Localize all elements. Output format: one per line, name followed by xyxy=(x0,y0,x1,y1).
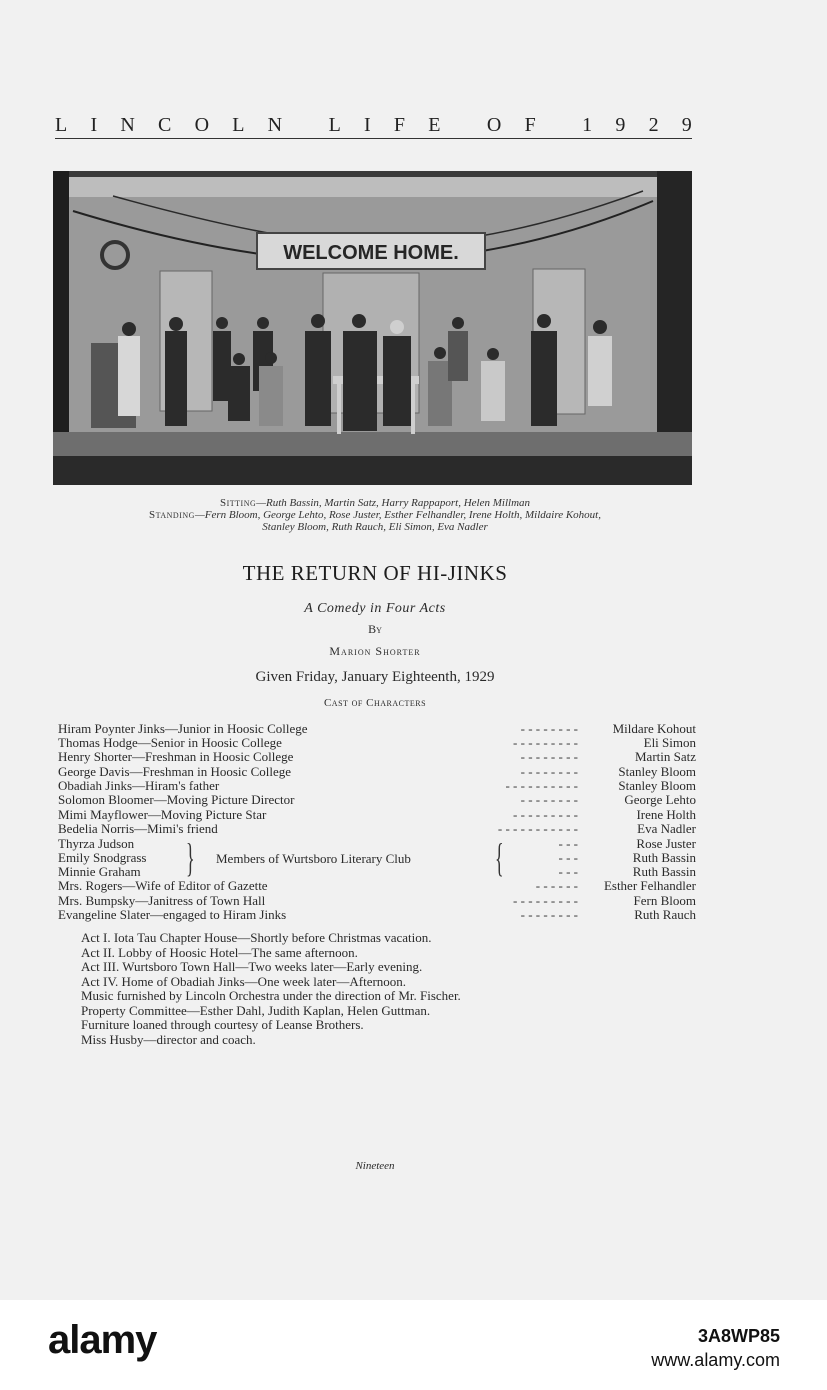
leader-dashes: - - - - - - - - xyxy=(520,749,578,764)
cast-row xyxy=(58,722,696,736)
running-head-letter: I xyxy=(90,114,98,136)
cast-role: Obadiah Jinks—Hiram's father xyxy=(58,778,220,793)
cast-role: Minnie Graham xyxy=(58,864,141,879)
cast-actor: George Lehto xyxy=(624,792,696,807)
cast-photograph xyxy=(53,171,692,485)
cast-row xyxy=(58,779,696,793)
running-head-letter: 1 xyxy=(582,114,593,136)
cast-role: Thomas Hodge—Senior in Hoosic College xyxy=(58,735,282,750)
caption-standing-line-2: Stanley Bloom, Ruth Rauch, Eli Simon, Eva Nadler xyxy=(262,521,488,533)
cast-role: Thyrza Judson xyxy=(58,836,135,851)
cast-role: Solomon Bloomer—Moving Picture Director xyxy=(58,792,295,807)
club-label: Members of Wurtsboro Literary Club xyxy=(216,851,411,866)
cast-role: Henry Shorter—Freshman in Hoosic College xyxy=(58,749,294,764)
running-head-letter: 9 xyxy=(615,114,626,136)
cast-heading: Cast of Characters xyxy=(323,697,427,709)
cast-actor: Eva Nadler xyxy=(637,821,696,836)
leader-dashes: - - - - - - - - - xyxy=(513,807,578,822)
running-head-letter: E xyxy=(428,114,441,136)
act-one-note: Act I. Iota Tau Chapter House—Shortly before Christmas vacation. xyxy=(81,930,432,945)
furniture-note: Furniture loaned through courtesy of Leanse Brothers. xyxy=(81,1017,364,1032)
play-subtitle: A Comedy in Four Acts xyxy=(304,601,446,616)
byline-by: By xyxy=(368,622,382,636)
act-three-note: Act III. Wurtsboro Town Hall—Two weeks later—Early evening. xyxy=(81,959,423,974)
running-head-letter: L xyxy=(232,114,245,136)
cast-actor: Mildare Kohout xyxy=(612,721,696,736)
running-head-letter: L xyxy=(55,114,68,136)
cast-role: Mimi Mayflower—Moving Picture Star xyxy=(58,807,267,822)
cast-role: Bedelia Norris—Mimi's friend xyxy=(58,821,218,836)
leader-dashes: - - - - - - - - xyxy=(520,721,578,736)
cast-actor: Rose Juster xyxy=(636,836,696,851)
play-title: THE RETURN OF HI-JINKS xyxy=(242,561,508,585)
play-author: Marion Shorter xyxy=(329,644,421,658)
cast-role: Hiram Poynter Jinks—Junior in Hoosic College xyxy=(58,721,308,736)
leader-dashes: - - - - - - - - - - - xyxy=(497,821,578,836)
cast-row xyxy=(58,837,696,851)
image-id: 3A8WP85 xyxy=(697,1326,780,1346)
caption-standing-line xyxy=(55,509,695,521)
caption-sitting-names: —Ruth Bassin, Martin Satz, Harry Rappaport, Helen Millman xyxy=(256,497,531,509)
stage-photo-illustration xyxy=(53,171,692,485)
cast-actor: Ruth Bassin xyxy=(632,864,696,879)
alamy-logo: alamy xyxy=(48,1318,157,1362)
cast-row xyxy=(58,765,696,779)
act-four-note: Act IV. Home of Obadiah Jinks—One week later—Afternoon. xyxy=(81,973,407,989)
leader-dashes: - - - - - - - - xyxy=(520,764,578,779)
running-head-letter: F xyxy=(393,114,406,136)
page-folio: Nineteen xyxy=(355,1160,395,1172)
cast-row xyxy=(58,908,696,922)
right-brace-icon: } xyxy=(186,835,195,880)
cast-actor: Ruth Bassin xyxy=(632,850,696,865)
cast-row xyxy=(58,894,696,908)
cast-role: Mrs. Bumpsky—Janitress of Town Hall xyxy=(58,893,266,908)
running-head-rule xyxy=(55,138,692,139)
cast-role: Emily Snodgrass xyxy=(58,850,147,865)
running-head-letter: N xyxy=(267,114,283,136)
leader-dashes: - - - - - - - - xyxy=(520,792,578,807)
leader-dashes: - - - - - - - - - xyxy=(513,893,578,908)
cast-row xyxy=(58,736,696,750)
cast-actor: Esther Felhandler xyxy=(603,878,696,893)
cast-role: Mrs. Rogers—Wife of Editor of Gazette xyxy=(58,878,268,893)
cast-row xyxy=(58,822,696,836)
cast-actor: Irene Holth xyxy=(636,807,696,822)
watermark-url: www.alamy.com xyxy=(651,1350,780,1370)
cast-actor: Fern Bloom xyxy=(633,893,696,908)
cast-row xyxy=(58,879,696,893)
performance-date: Given Friday, January Eighteenth, 1929 xyxy=(255,669,495,685)
running-head-letter: 9 xyxy=(681,114,692,136)
running-head-letter: O xyxy=(486,114,502,136)
leader-dashes: - - - - - - - - - - xyxy=(505,778,578,793)
running-head-letter: I xyxy=(364,114,371,136)
leader-dashes: - - - xyxy=(558,836,578,851)
running-head-letter: F xyxy=(524,114,536,136)
cast-actor: Stanley Bloom xyxy=(618,764,696,779)
running-head-letter: 2 xyxy=(648,114,659,136)
cast-actor: Eli Simon xyxy=(643,735,696,750)
cast-role: George Davis—Freshman in Hoosic College xyxy=(58,764,291,779)
act-two-note: Act II. Lobby of Hoosic Hotel—The same afternoon. xyxy=(81,944,358,960)
welcome-banner-text: WELCOME HOME. xyxy=(283,242,459,264)
caption-sitting-label: Sitting xyxy=(219,497,257,509)
caption-standing-names: —Fern Bloom, George Lehto, Rose Juster, Esther Felhandler, Irene Holth, Mildaire Kohout, xyxy=(194,509,601,521)
running-head-letter: C xyxy=(158,114,172,136)
leader-dashes: - - - xyxy=(558,864,578,879)
leader-dashes: - - - - - - xyxy=(535,878,578,893)
music-note: Music furnished by Lincoln Orchestra under the direction of Mr. Fischer. xyxy=(81,988,461,1003)
leader-dashes: - - - - - - - - xyxy=(520,907,578,922)
cast-row xyxy=(58,865,696,879)
running-head xyxy=(55,114,692,137)
cast-actor: Ruth Rauch xyxy=(634,907,696,922)
left-brace-icon: { xyxy=(495,835,504,880)
running-head-letter: N xyxy=(120,114,135,136)
cast-row xyxy=(58,808,696,822)
cast-role: Evangeline Slater—engaged to Hiram Jinks xyxy=(58,907,287,922)
caption-sitting-line xyxy=(55,497,695,509)
running-head-letter: O xyxy=(194,114,210,136)
property-committee-note: Property Committee—Esther Dahl, Judith Kaplan, Helen Guttman. xyxy=(81,1002,431,1018)
running-head-letter: L xyxy=(328,114,341,136)
leader-dashes: - - - xyxy=(558,850,578,865)
cast-row xyxy=(58,750,696,764)
leader-dashes: - - - - - - - - - xyxy=(513,735,578,750)
cast-actor: Stanley Bloom xyxy=(618,778,696,793)
production-notes xyxy=(81,931,696,1047)
director-note: Miss Husby—director and coach. xyxy=(81,1031,256,1047)
cast-row xyxy=(58,793,696,807)
caption-standing-label: Standing xyxy=(149,509,195,521)
photo-caption xyxy=(55,497,695,533)
cast-actor: Martin Satz xyxy=(634,749,696,764)
